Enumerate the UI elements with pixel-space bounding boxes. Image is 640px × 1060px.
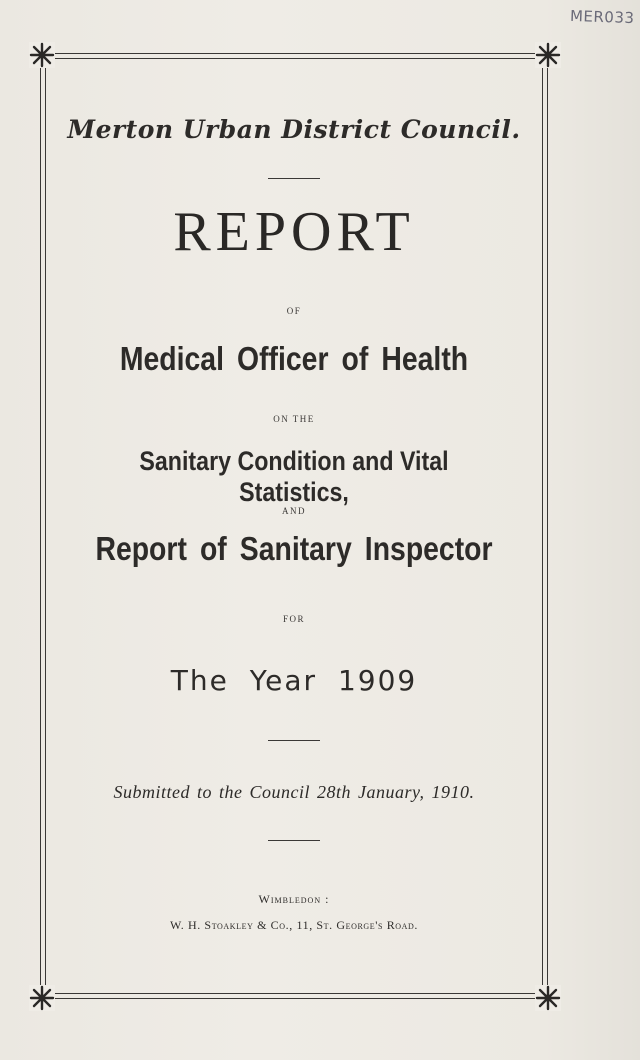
connector-of: OF bbox=[286, 306, 302, 316]
divider-rule bbox=[268, 840, 320, 841]
corner-ornament-icon bbox=[29, 985, 55, 1011]
submission-date: Submitted to the Council 28th January, 1910. bbox=[113, 782, 475, 802]
corner-ornament-icon bbox=[29, 42, 55, 68]
divider-rule bbox=[268, 740, 320, 741]
printer-location: Wimbledon : bbox=[258, 892, 330, 906]
corner-ornament-icon bbox=[535, 42, 561, 68]
heading-medical-officer: Medical Officer of Health bbox=[119, 340, 469, 377]
report-title: REPORT bbox=[173, 201, 415, 263]
connector-and: AND bbox=[282, 506, 306, 516]
printer-name: W. H. Stoakley & Co., 11, St. George's Road. bbox=[169, 918, 419, 932]
corner-ornament-icon bbox=[535, 985, 561, 1011]
heading-sanitary-condition: Sanitary Condition and Vital Statistics, bbox=[139, 446, 449, 507]
year-line: The Year 1909 bbox=[170, 664, 418, 697]
shelfmark-annotation: MER033 bbox=[569, 6, 635, 28]
connector-for: FOR bbox=[282, 614, 305, 624]
connector-on-the: ON THE bbox=[273, 414, 315, 424]
council-name: Merton Urban District Council. bbox=[67, 115, 521, 144]
page-border-inner bbox=[45, 58, 543, 994]
divider-rule bbox=[268, 178, 320, 179]
heading-sanitary-inspector: Report of Sanitary Inspector bbox=[95, 530, 493, 567]
